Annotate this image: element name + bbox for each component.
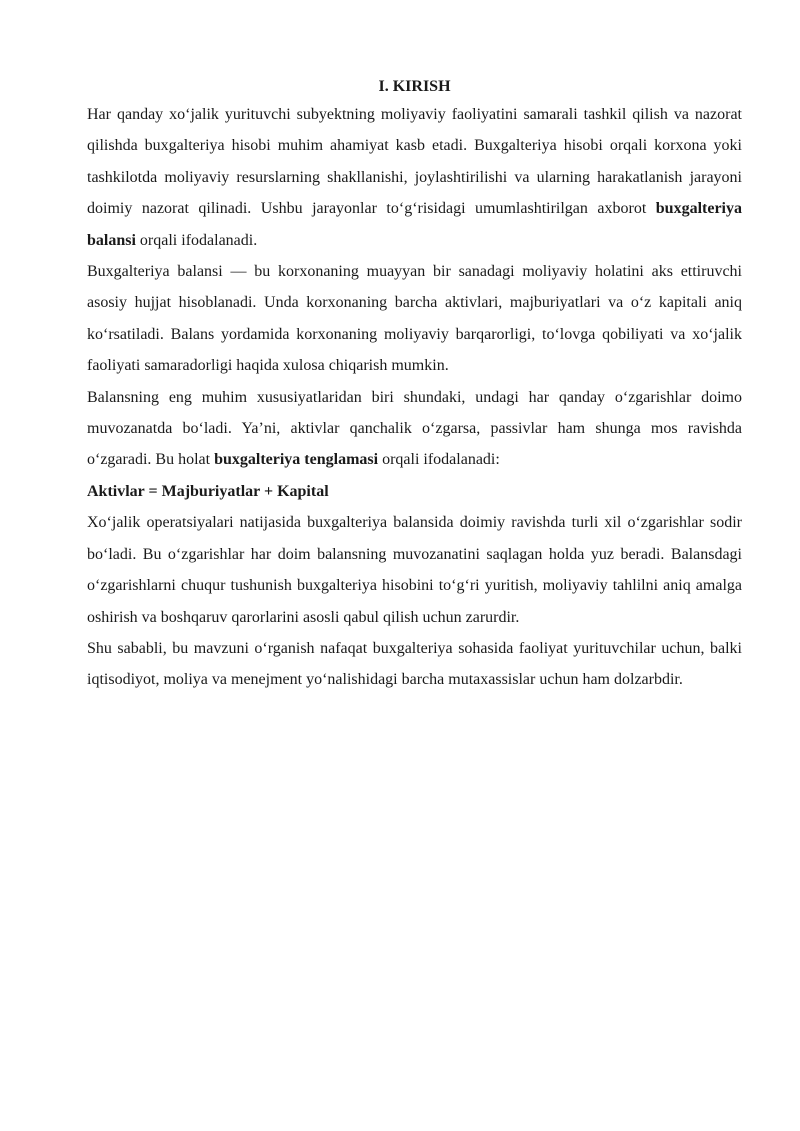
section-heading: I. KIRISH	[378, 78, 451, 95]
paragraph-intro-tail: orqali ifodalanadi.	[135, 231, 258, 249]
paragraph-intro	[87, 99, 742, 256]
term-buxgalteriya-tenglamasi: buxgalteriya tenglamasi	[214, 451, 379, 469]
paragraph-intro-text: Har qanday xo‘jalik yurituvchi subyektning moliyaviy faoliyatini samarali tashkil qilish va nazorat qilishda buxgalteriya hisobi muhim ahamiyat kasb etadi. Buxgalteriya hisobi orqali korxona yoki tashkilotda moliyaviy resurslarning shakllanishi, joylashtirilishi va ularning harakatlanish jarayoni doimiy nazorat qilinadi. Ushbu jarayonlar to‘g‘risidagi umumlashtirilgan axborot	[87, 106, 742, 218]
paragraph-equilibrium-tail: orqali ifodalanadi:	[378, 451, 500, 469]
paragraph-conclusion: Shu sababli, bu mavzuni o‘rganish nafaqat buxgalteriya sohasida faoliyat yurituvchilar uchun, balki iqtisodiyot, moliya va menejment yo‘nalishidagi barcha mutaxassislar uchun ham dolzarbdir.	[87, 639, 742, 689]
paragraph-balance-definition: Buxgalteriya balansi — bu korxonaning muayyan bir sanadagi moliyaviy holatini aks ettiruvchi asosiy hujjat hisoblanadi. Unda korxonaning barcha aktivlari, majburiyatlari va o‘z kapitali aniq ko‘rsatiladi. Balans yordamida korxonaning moliyaviy barqarorligi, to‘lovga qobiliyati va xo‘jalik faoliyati samaradorligi haqida xulosa chiqarish mumkin.	[87, 263, 742, 375]
document-page	[87, 76, 742, 696]
paragraph-equilibrium-text: Balansning eng muhim xususiyatlaridan biri shundaki, undagi har qanday o‘zgarishlar doimo muvozanatda bo‘ladi. Ya’ni, aktivlar qanchalik o‘zgarsa, passivlar ham shunga mos ravishda o‘zgaradi. Bu holat	[87, 388, 742, 469]
paragraph-balance-equilibrium	[87, 382, 742, 476]
paragraph-operations: Xo‘jalik operatsiyalari natijasida buxgalteriya balansida doimiy ravishda turli xil o‘zgarishlar sodir bo‘ladi. Bu o‘zgarishlar har doim balansning muvozanatini saqlagan holda yuz beradi. Balansdagi o‘zgarishlarni chuqur tushunish buxgalteriya hisobini to‘g‘ri yuritish, moliyaviy tahlilni aniq amalga oshirish va boshqaruv qarorlarini asosli qabul qilish uchun zarurdir.	[87, 514, 742, 626]
accounting-equation: Aktivlar = Majburiyatlar + Kapital	[87, 482, 329, 500]
term-buxgalteriya-balansi: buxgalteriya balansi	[87, 200, 742, 249]
